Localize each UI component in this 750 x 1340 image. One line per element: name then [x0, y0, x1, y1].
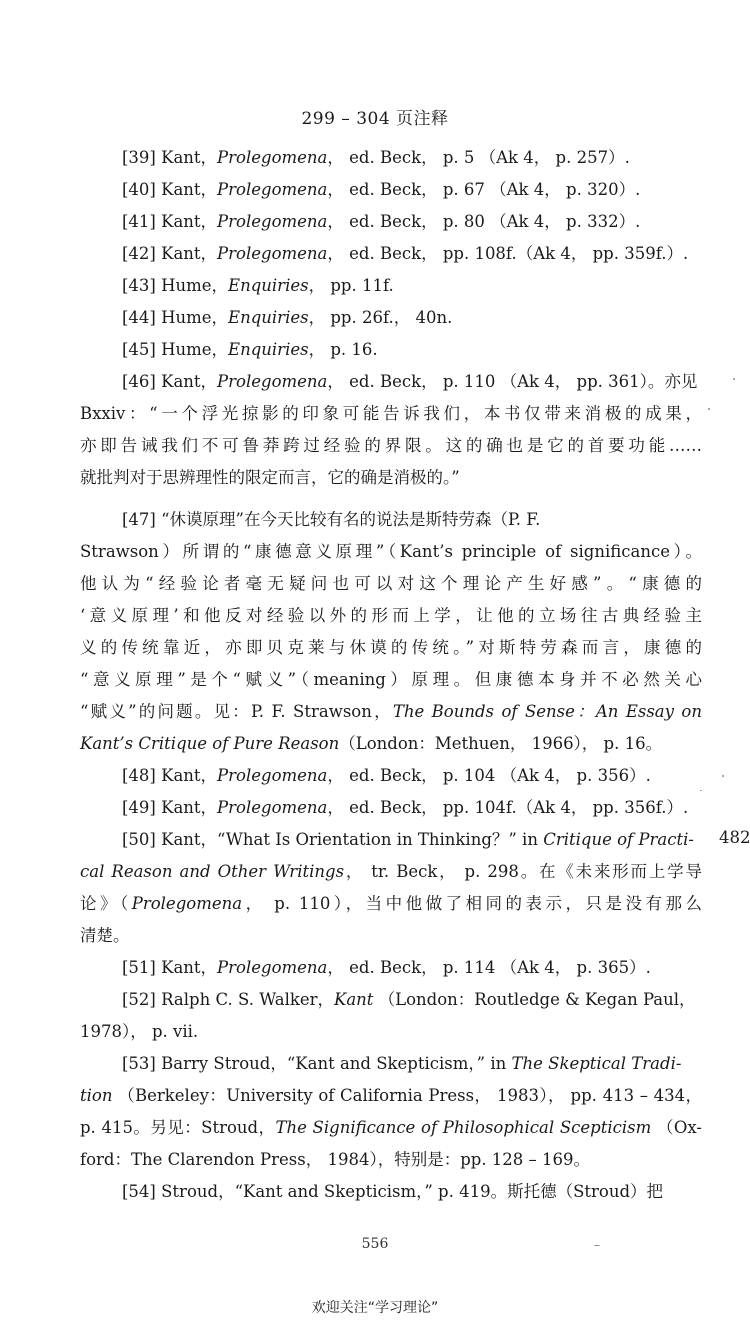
note-label: [45] — [122, 340, 156, 359]
note-label: [43] — [122, 276, 156, 295]
page-number: 556 — [361, 1236, 389, 1252]
note-48: [48] Kant，Prolegomena， ed. Beck， p. 104 （Ak 4， p. 356）. — [122, 766, 651, 785]
scan-speck — [594, 1245, 600, 1246]
note-label: [53] — [122, 1054, 156, 1073]
note-52: [52] Ralph C. S. Walker，Kant （London：Routledge & Kegan Paul， — [122, 990, 696, 1009]
note-53-line-2: tion （Berkeley：University of California Press， 1983）， pp. 413 – 434， — [80, 1086, 702, 1105]
note-47-line-3: 他认为“经验论者毫无疑问也可以对这个理论产生好感”。“康德的 — [80, 574, 702, 593]
note-46-line-4: 就批判对于思辨理性的限定而言，它的确是消极的。” — [80, 468, 460, 487]
scan-speck — [722, 775, 724, 777]
note-label: [50] — [122, 830, 156, 849]
note-46: [46] Kant，Prolegomena， ed. Beck， p. 110 （Ak 4， pp. 361）。亦见 — [122, 372, 698, 391]
note-43: [43] Hume，Enquiries， pp. 11f. — [122, 276, 394, 295]
scan-speck — [700, 790, 702, 791]
note-label: [51] — [122, 958, 156, 977]
note-50-line-3: 论》（Prolegomena， p. 110），当中他做了相同的表示，只是没有那么 — [80, 894, 702, 913]
note-53: [53] Barry Stroud，“Kant and Skepticism，” in The Skeptical Tradi- — [122, 1054, 682, 1073]
note-label: [54] — [122, 1182, 156, 1201]
note-50: [50] Kant，“What Is Orientation in Thinking？” in Critique of Practi- — [122, 830, 694, 849]
page-header: 299 – 304 页注释 — [301, 109, 449, 129]
scan-speck — [733, 378, 735, 380]
note-46-line-3: 亦即告诫我们不可鲁莽跨过经验的界限。这的确也是它的首要功能…… — [80, 436, 702, 455]
note-47-line-7: “赋义”的问题。见：P. F. Strawson，The Bounds of Sense：An Essay on — [80, 702, 702, 721]
note-47-line-8: Kant’s Critique of Pure Reason（London：Methuen， 1966）， p. 16。 — [80, 734, 663, 753]
note-51: [51] Kant，Prolegomena， ed. Beck， p. 114 （Ak 4， p. 365）. — [122, 958, 651, 977]
note-47-line-2: Strawson）所谓的“康德意义原理”（Kant’s principle of significance）。 — [80, 542, 702, 561]
note-42: [42] Kant，Prolegomena， ed. Beck， pp. 108f.（Ak 4， pp. 359f.）. — [122, 244, 689, 263]
note-label: [42] — [122, 244, 156, 263]
note-53-line-4: ford：The Clarendon Press， 1984），特别是：pp. 128 – 169。 — [80, 1150, 591, 1169]
note-49: [49] Kant，Prolegomena， ed. Beck， pp. 104f.（Ak 4， pp. 356f.）. — [122, 798, 689, 817]
note-label: [40] — [122, 180, 156, 199]
note-52-line-2: 1978）， p. vii. — [80, 1022, 199, 1041]
margin-page-number: 482 — [719, 828, 750, 847]
note-46-line-2: Bxxiv：“一个浮光掠影的印象可能告诉我们，本书仅带来消极的成果， — [80, 404, 702, 423]
note-41: [41] Kant，Prolegomena， ed. Beck， p. 80 （Ak 4， p. 332）. — [122, 212, 641, 231]
note-40: [40] Kant，Prolegomena， ed. Beck， p. 67 （Ak 4， p. 320）. — [122, 180, 641, 199]
note-47: [47] “休谟原理”在今天比较有名的说法是斯特劳森（P. F. — [122, 510, 541, 529]
note-label: [41] — [122, 212, 156, 231]
note-39: [39] Kant，Prolegomena， ed. Beck， p. 5 （Ak 4， p. 257）. — [122, 148, 630, 167]
note-54: [54] Stroud，“Kant and Skepticism，” p. 419。斯托德（Stroud）把 — [122, 1182, 664, 1201]
note-47-line-4: ‘意义原理’和他反对经验以外的形而上学，让他的立场往古典经验主 — [80, 606, 702, 625]
note-44: [44] Hume，Enquiries， pp. 26f.， 40n. — [122, 308, 453, 327]
note-53-line-3: p. 415。另见：Stroud，The Significance of Philosophical Scepticism （Ox- — [80, 1118, 702, 1137]
note-50-line-4: 清楚。 — [80, 926, 130, 945]
note-label: [49] — [122, 798, 156, 817]
note-label: [44] — [122, 308, 156, 327]
note-50-line-2: cal Reason and Other Writings， tr. Beck， p. 298。在《未来形而上学导 — [80, 862, 702, 881]
note-label: [46] — [122, 372, 156, 391]
note-45: [45] Hume，Enquiries， p. 16. — [122, 340, 378, 359]
note-47-line-5: 义的传统靠近，亦即贝克莱与休谟的传统。”对斯特劳森而言，康德的 — [80, 638, 702, 657]
note-label: [48] — [122, 766, 156, 785]
note-label: [39] — [122, 148, 156, 167]
footer-text: 欢迎关注“学习理论” — [311, 1300, 439, 1316]
note-label: [52] — [122, 990, 156, 1009]
scan-speck — [708, 408, 710, 410]
note-label: [47] — [122, 510, 156, 529]
note-47-line-6: “意义原理”是个“赋义”（meaning）原理。但康德本身并不必然关心 — [80, 670, 702, 689]
